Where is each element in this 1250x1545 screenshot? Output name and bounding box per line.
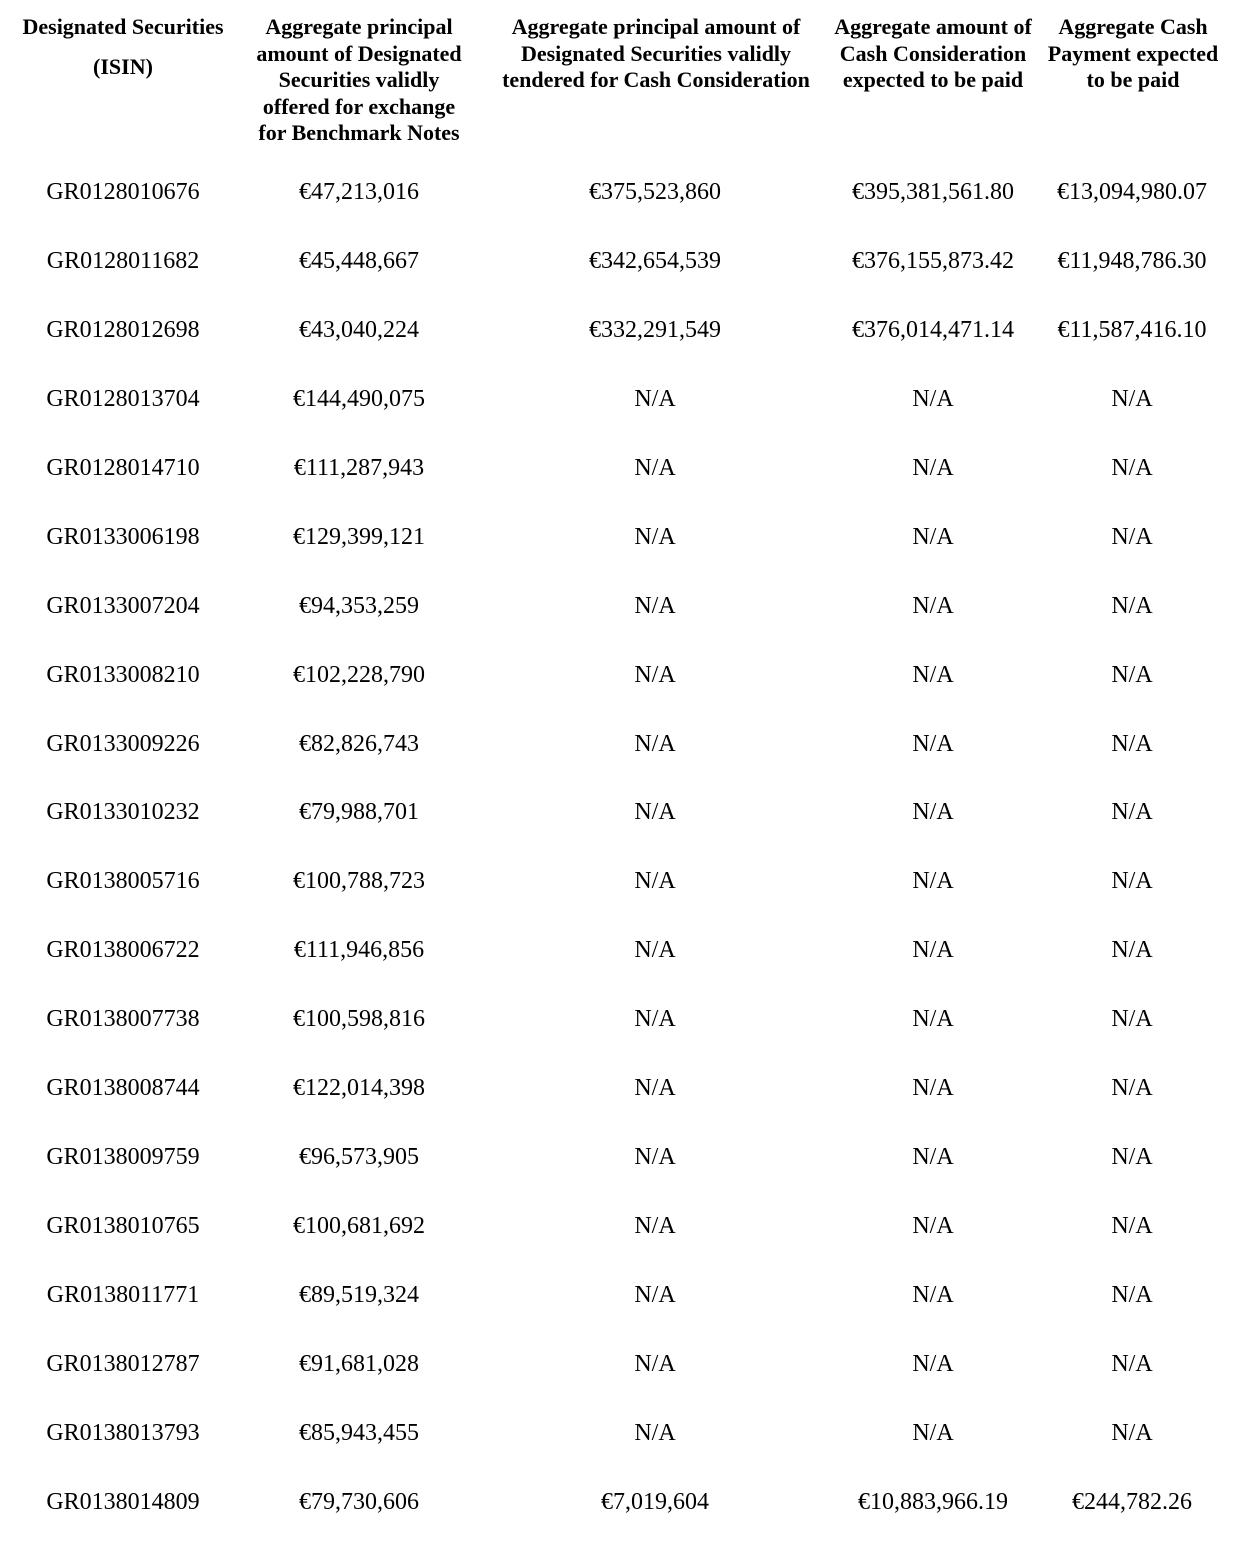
header-line: amount of Designated xyxy=(256,40,462,66)
cell-isin: GR0138014809 xyxy=(46,1488,200,1515)
cell-cash-payment: N/A xyxy=(1111,937,1153,964)
cell-tendered-for-cash: N/A xyxy=(634,1350,676,1377)
cell-cash-payment: N/A xyxy=(1111,799,1153,826)
cell-cash-payment: N/A xyxy=(1111,661,1153,688)
header-line: to be paid xyxy=(1086,67,1180,92)
header-line: offered for exchange xyxy=(262,93,456,119)
cell-isin: GR0138013793 xyxy=(46,1419,200,1446)
cell-offered-for-exchange: €111,287,943 xyxy=(293,454,425,481)
header-line: Aggregate amount of xyxy=(834,14,1032,39)
table-row xyxy=(0,778,1250,847)
cell-cash-consideration: N/A xyxy=(912,1144,954,1171)
cell-cash-payment: €11,948,786.30 xyxy=(1057,247,1207,274)
table-row xyxy=(0,916,1250,985)
table-row xyxy=(0,641,1250,710)
header-line: Payment expected xyxy=(1047,40,1219,66)
cell-offered-for-exchange: €82,826,743 xyxy=(299,730,419,757)
cell-isin: GR0138008744 xyxy=(46,1075,200,1102)
cell-offered-for-exchange: €47,213,016 xyxy=(299,179,419,205)
table-row xyxy=(0,1123,1250,1192)
cell-tendered-for-cash: N/A xyxy=(634,1419,676,1446)
cell-tendered-for-cash: N/A xyxy=(634,799,676,826)
cell-cash-payment: N/A xyxy=(1111,1419,1153,1446)
cell-offered-for-exchange: €102,228,790 xyxy=(293,661,425,688)
cell-isin: GR0128014710 xyxy=(46,454,200,481)
cell-cash-consideration: €10,883,966.19 xyxy=(858,1488,1008,1515)
cell-offered-for-exchange: €94,353,259 xyxy=(299,592,419,619)
cell-cash-payment: N/A xyxy=(1111,1282,1153,1308)
table-row xyxy=(0,1054,1250,1123)
cell-isin: GR0128013704 xyxy=(46,385,200,412)
cell-cash-payment: €13,094,980.07 xyxy=(1057,179,1207,205)
table-row xyxy=(0,1468,1250,1537)
cell-cash-consideration: N/A xyxy=(912,1075,954,1102)
cell-cash-consideration: N/A xyxy=(912,1419,954,1446)
cell-isin: GR0128012698 xyxy=(46,316,200,343)
table-row xyxy=(0,985,1250,1054)
cell-tendered-for-cash: N/A xyxy=(634,385,676,412)
cell-offered-for-exchange: €144,490,075 xyxy=(293,385,425,412)
cell-cash-payment: €244,782.26 xyxy=(1072,1488,1192,1515)
header-line: expected to be paid xyxy=(842,67,1024,92)
table-row xyxy=(0,572,1250,641)
header-cash-payment xyxy=(1038,14,1228,94)
cell-isin: GR0133007204 xyxy=(46,592,200,619)
cell-tendered-for-cash: N/A xyxy=(634,454,676,481)
cell-isin: GR0138012787 xyxy=(46,1350,200,1377)
cell-cash-consideration: N/A xyxy=(912,937,954,964)
cell-tendered-for-cash: €342,654,539 xyxy=(589,247,721,274)
cell-cash-payment: N/A xyxy=(1111,523,1153,550)
cell-cash-consideration: €376,014,471.14 xyxy=(852,316,1014,343)
table-row xyxy=(0,1261,1250,1330)
cell-offered-for-exchange: €129,399,121 xyxy=(293,523,425,550)
cell-isin: GR0138006722 xyxy=(46,937,200,964)
table-header xyxy=(0,14,1250,154)
cell-cash-payment: N/A xyxy=(1111,868,1153,895)
cell-isin: GR0133009226 xyxy=(46,730,200,757)
cell-cash-consideration: N/A xyxy=(912,385,954,412)
cell-offered-for-exchange: €43,040,224 xyxy=(299,316,419,343)
table-body xyxy=(0,158,1250,1537)
cell-cash-payment: N/A xyxy=(1111,1075,1153,1102)
cell-cash-payment: N/A xyxy=(1111,592,1153,619)
header-line: for Benchmark Notes xyxy=(258,120,460,145)
cell-isin: GR0133006198 xyxy=(46,523,200,550)
cell-tendered-for-cash: N/A xyxy=(634,868,676,895)
cell-cash-payment: N/A xyxy=(1111,1213,1153,1240)
cell-isin: GR0138011771 xyxy=(46,1282,200,1308)
header-designated-securities xyxy=(0,14,246,80)
cell-cash-consideration: N/A xyxy=(912,1282,954,1308)
cell-tendered-for-cash: N/A xyxy=(634,1213,676,1240)
cell-tendered-for-cash: €7,019,604 xyxy=(601,1488,709,1515)
cell-cash-consideration: €395,381,561.80 xyxy=(852,179,1014,205)
header-line: Designated Securities xyxy=(22,14,224,39)
header-line: Securities validly xyxy=(278,67,440,92)
cell-cash-consideration: N/A xyxy=(912,661,954,688)
table-row xyxy=(0,158,1250,227)
cell-cash-consideration: N/A xyxy=(912,730,954,757)
cell-cash-consideration: N/A xyxy=(912,523,954,550)
cell-tendered-for-cash: N/A xyxy=(634,1144,676,1171)
cell-cash-consideration: N/A xyxy=(912,1350,954,1377)
cell-offered-for-exchange: €100,598,816 xyxy=(293,1006,425,1033)
cell-cash-payment: N/A xyxy=(1111,1144,1153,1171)
cell-cash-consideration: €376,155,873.42 xyxy=(852,247,1014,274)
header-tendered-for-cash xyxy=(486,14,826,94)
cell-cash-payment: N/A xyxy=(1111,730,1153,757)
cell-tendered-for-cash: N/A xyxy=(634,523,676,550)
cell-tendered-for-cash: N/A xyxy=(634,937,676,964)
cell-offered-for-exchange: €85,943,455 xyxy=(299,1419,419,1446)
cell-offered-for-exchange: €111,946,856 xyxy=(293,937,425,964)
cell-tendered-for-cash: N/A xyxy=(634,730,676,757)
cell-cash-consideration: N/A xyxy=(912,454,954,481)
table-row xyxy=(0,296,1250,365)
cell-offered-for-exchange: €96,573,905 xyxy=(299,1144,419,1171)
cell-isin: GR0128011682 xyxy=(46,247,200,274)
cell-isin: GR0138005716 xyxy=(46,868,200,895)
cell-cash-consideration: N/A xyxy=(912,868,954,895)
header-cash-consideration xyxy=(824,14,1042,94)
cell-tendered-for-cash: N/A xyxy=(634,592,676,619)
cell-offered-for-exchange: €91,681,028 xyxy=(299,1350,419,1377)
cell-offered-for-exchange: €122,014,398 xyxy=(293,1075,425,1102)
cell-offered-for-exchange: €79,730,606 xyxy=(299,1488,419,1515)
cell-tendered-for-cash: N/A xyxy=(634,661,676,688)
cell-tendered-for-cash: €375,523,860 xyxy=(589,179,721,205)
cell-offered-for-exchange: €89,519,324 xyxy=(299,1282,419,1308)
cell-cash-consideration: N/A xyxy=(912,1213,954,1240)
table-row xyxy=(0,434,1250,503)
table-row xyxy=(0,503,1250,572)
cell-tendered-for-cash: N/A xyxy=(634,1282,676,1308)
table-row xyxy=(0,710,1250,779)
cell-offered-for-exchange: €45,448,667 xyxy=(299,247,419,274)
cell-offered-for-exchange: €100,788,723 xyxy=(293,868,425,895)
cell-offered-for-exchange: €100,681,692 xyxy=(293,1213,425,1240)
cell-tendered-for-cash: N/A xyxy=(634,1075,676,1102)
cell-cash-payment: N/A xyxy=(1111,385,1153,412)
table-row xyxy=(0,1399,1250,1468)
header-line: (ISIN) xyxy=(93,53,153,79)
cell-cash-payment: N/A xyxy=(1111,454,1153,481)
cell-isin: GR0138010765 xyxy=(46,1213,200,1240)
cell-cash-payment: N/A xyxy=(1111,1006,1153,1033)
header-line: Aggregate principal xyxy=(265,14,453,39)
table-row xyxy=(0,1330,1250,1399)
cell-cash-consideration: N/A xyxy=(912,799,954,826)
cell-cash-consideration: N/A xyxy=(912,592,954,619)
header-offered-for-exchange xyxy=(246,14,472,147)
table-row xyxy=(0,365,1250,434)
cell-isin: GR0133010232 xyxy=(46,799,200,826)
cell-isin: GR0138009759 xyxy=(46,1144,200,1171)
cell-tendered-for-cash: €332,291,549 xyxy=(589,316,721,343)
cell-tendered-for-cash: N/A xyxy=(634,1006,676,1033)
header-line: Cash Consideration xyxy=(839,40,1027,66)
cell-offered-for-exchange: €79,988,701 xyxy=(299,799,419,826)
cell-isin: GR0133008210 xyxy=(46,661,200,688)
header-line: Aggregate Cash xyxy=(1058,14,1208,39)
header-line: Designated Securities validly xyxy=(520,40,792,66)
cell-cash-payment: €11,587,416.10 xyxy=(1057,316,1207,343)
table-row xyxy=(0,1192,1250,1261)
cell-isin: GR0128010676 xyxy=(46,179,200,205)
cell-cash-consideration: N/A xyxy=(912,1006,954,1033)
cell-cash-payment: N/A xyxy=(1111,1350,1153,1377)
header-line: Aggregate principal amount of xyxy=(511,14,801,39)
cell-isin: GR0138007738 xyxy=(46,1006,200,1033)
header-line: tendered for Cash Consideration xyxy=(502,67,810,92)
table-row xyxy=(0,847,1250,916)
table-row xyxy=(0,227,1250,296)
